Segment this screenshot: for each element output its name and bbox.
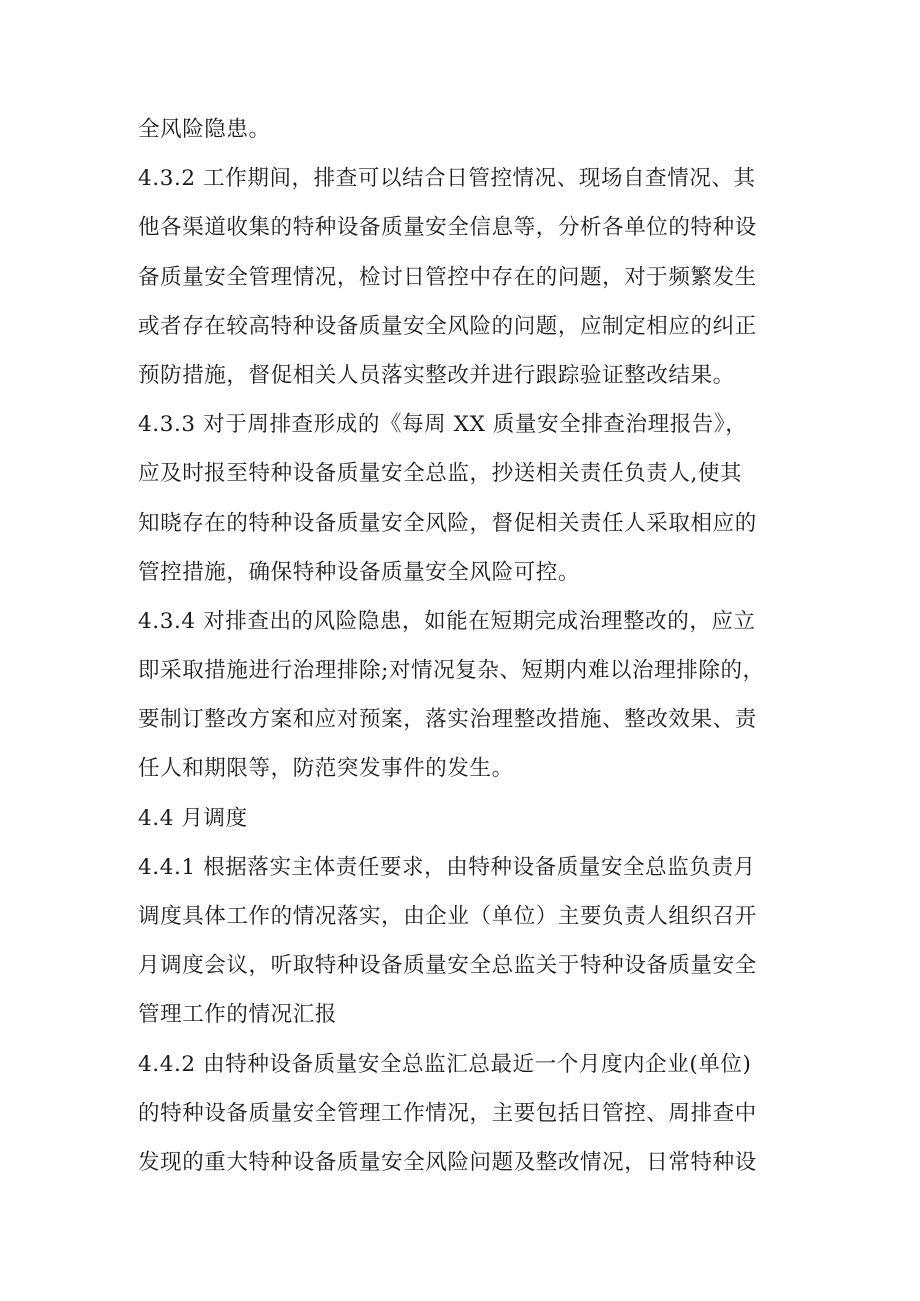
section-heading: 4.4 月调度 <box>138 805 248 831</box>
text-line: 要制订整改方案和应对预案，落实治理整改措施、整改效果、责 <box>138 707 757 733</box>
text-line: 4.3.3 对于周排查形成的《每周 XX 质量安全排查治理报告》， <box>138 412 748 438</box>
text-line: 的特种设备质量安全管理工作情况，主要包括日管控、周排查中 <box>138 1100 757 1126</box>
text-line: 他各渠道收集的特种设备质量安全信息等，分析各单位的特种设 <box>138 215 757 241</box>
text-line: 管理工作的情况汇报 <box>138 1002 337 1028</box>
text-line: 4.4.2 由特种设备质量安全总监汇总最近一个月度内企业(单位) <box>138 1051 752 1077</box>
text-line: 备质量安全管理情况，检讨日管控中存在的问题，对于频繁发生 <box>138 264 757 290</box>
text-line: 预防措施，督促相关人员落实整改并进行跟踪验证整改结果。 <box>138 362 735 388</box>
text-line: 管控措施，确保特种设备质量安全风险可控。 <box>138 559 581 585</box>
text-line: 任人和期限等，防范突发事件的发生。 <box>138 756 514 782</box>
text-line: 发现的重大特种设备质量安全风险问题及整改情况，日常特种设 <box>138 1149 757 1175</box>
text-line: 月调度会议，听取特种设备质量安全总监关于特种设备质量安全 <box>138 953 757 979</box>
text-line: 4.3.4 对排查出的风险隐患，如能在短期完成治理整改的，应立 <box>138 608 756 634</box>
text-line: 应及时报至特种设备质量安全总监，抄送相关责任负责人,使其 <box>138 461 743 487</box>
document-body <box>138 105 788 1187</box>
text-line: 或者存在较高特种设备质量安全风险的问题，应制定相应的纠正 <box>138 313 757 339</box>
text-line: 知晓存在的特种设备质量安全风险，督促相关责任人采取相应的 <box>138 510 757 536</box>
text-line: 即采取措施进行治理排除;对情况复杂、短期内难以治理排除的， <box>138 658 765 684</box>
text-line: 调度具体工作的情况落实，由企业（单位）主要负责人组织召开 <box>138 904 757 929</box>
text-line: 4.3.2 工作期间，排查可以结合日管控情况、现场自查情况、其 <box>138 166 756 192</box>
text-line: 4.4.1 根据落实主体责任要求，由特种设备质量安全总监负责月 <box>138 854 756 880</box>
text-line: 全风险隐患。 <box>138 117 271 142</box>
